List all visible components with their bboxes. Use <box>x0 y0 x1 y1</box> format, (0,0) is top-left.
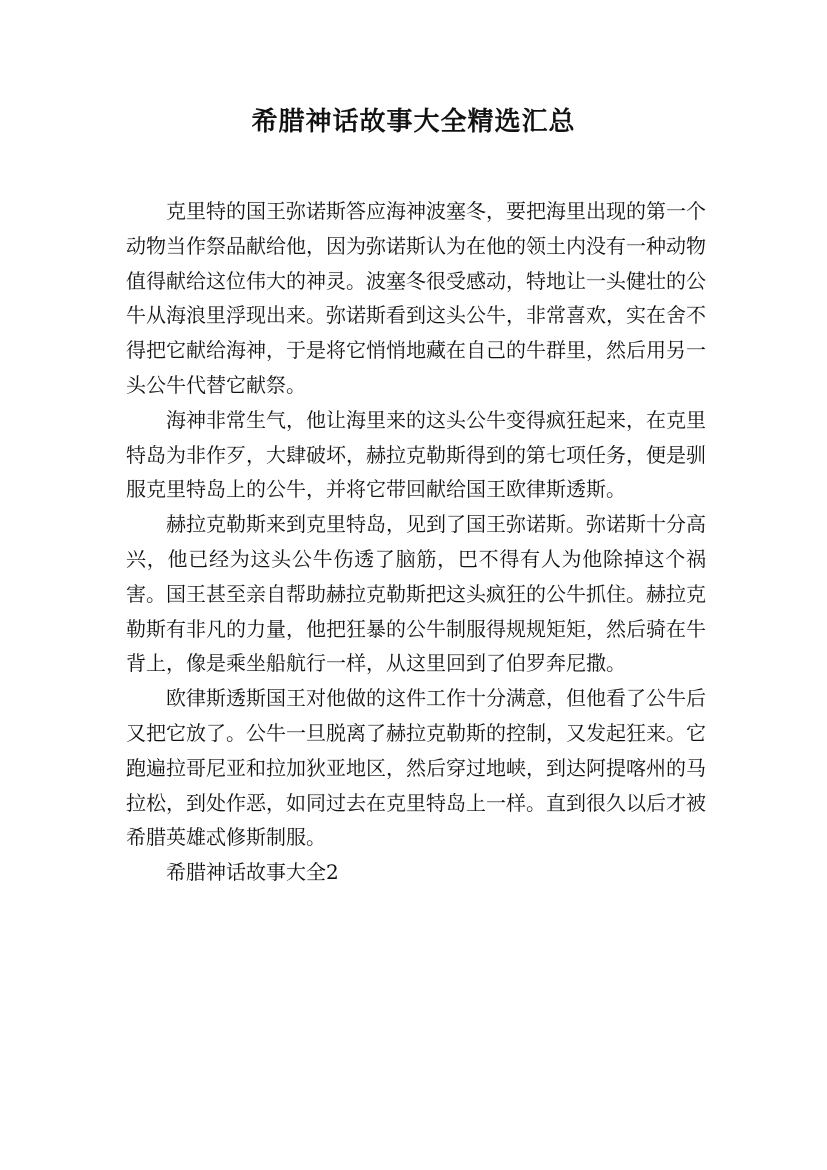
paragraph-3: 赫拉克勒斯来到克里特岛，见到了国王弥诺斯。弥诺斯十分高兴，他已经为这头公牛伤透了脑筋，巴不得有人为他除掉这个祸害。国王甚至亲自帮助赫拉克勒斯把这头疯狂的公牛抓住。赫拉克勒斯有非凡的力量，他把狂暴的公牛制服得规规矩矩，然后骑在牛背上，像是乘坐船航行一样，从这里回到了伯罗奔尼撒。 <box>126 512 706 676</box>
paragraph-1: 克里特的国王弥诺斯答应海神波塞冬，要把海里出现的第一个动物当作祭品献给他，因为弥诺斯认为在他的领土内没有一种动物值得献给这位伟大的神灵。波塞冬很受感动，特地让一头健壮的公牛从海浪里浮现出来。弥诺斯看到这头公牛，非常喜欢，实在舍不得把它献给海神，于是将它悄悄地藏在自己的牛群里，然后用另一头公牛代替它献祭。 <box>126 199 706 397</box>
document-body <box>126 194 706 890</box>
paragraph-4: 欧律斯透斯国王对他做的这件工作十分满意，但他看了公牛后又把它放了。公牛一旦脱离了赫拉克勒斯的控制，又发起狂来。它跑遍拉哥尼亚和拉加狄亚地区，然后穿过地峡，到达阿提喀州的马拉松，到处作恶，如同过去在克里特岛上一样。直到很久以后才被希腊英雄忒修斯制服。 <box>126 686 706 850</box>
section-subheading: 希腊神话故事大全2 <box>166 860 339 885</box>
paragraph-2: 海神非常生气，他让海里来的这头公牛变得疯狂起来，在克里特岛为非作歹，大肆破坏，赫拉克勒斯得到的第七项任务，便是驯服克里特岛上的公牛，并将它带回献给国王欧律斯透斯。 <box>126 407 706 502</box>
page-title: 希腊神话故事大全精选汇总 <box>251 107 576 137</box>
